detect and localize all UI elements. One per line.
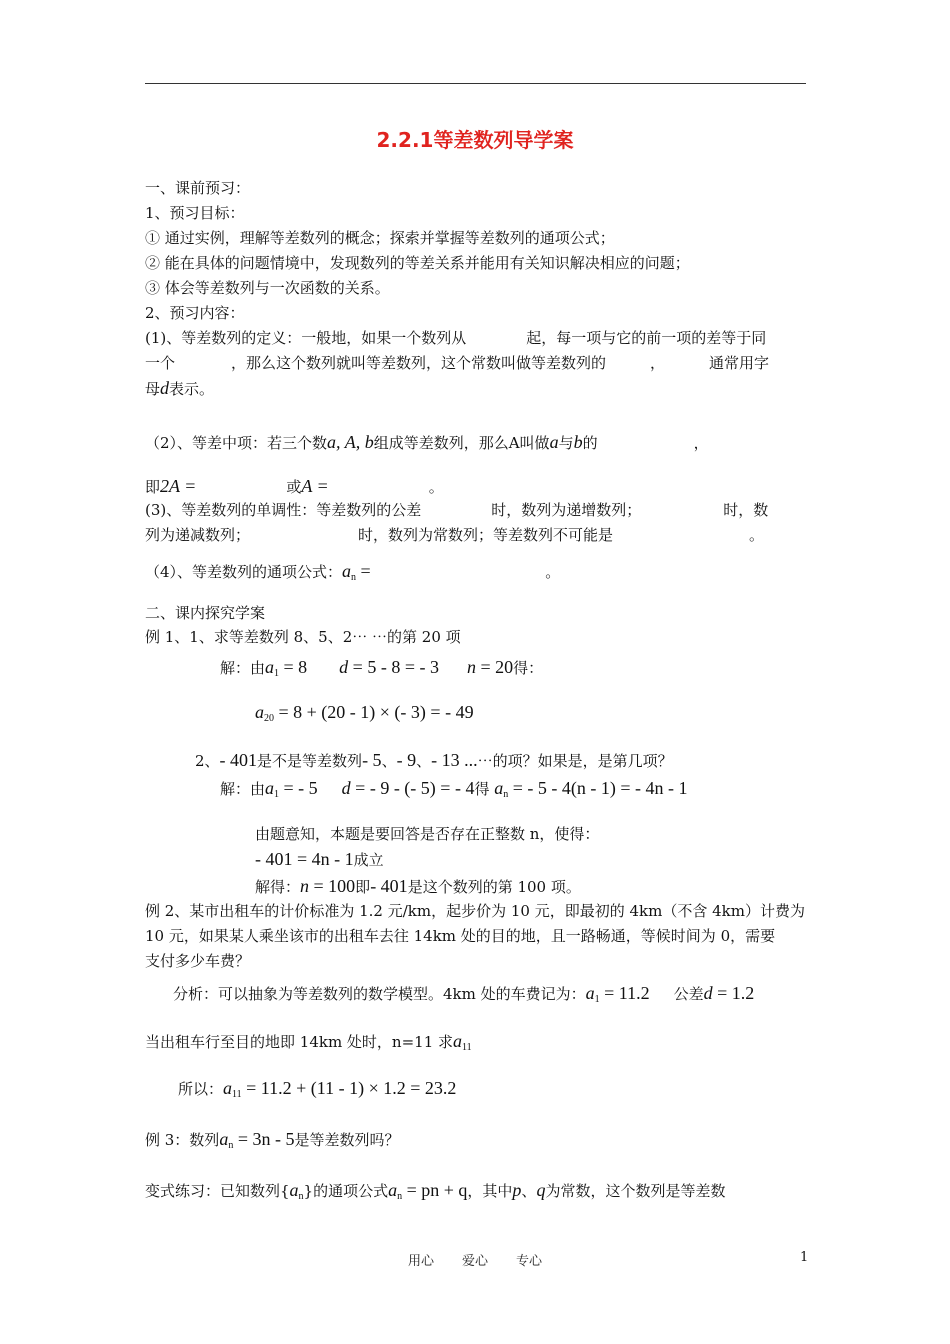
content-label: 2、预习内容： bbox=[145, 304, 245, 322]
monotonicity-line-1: (3)、等差数列的单调性：等差数列的公差 时，数列为递增数列； 时，数 bbox=[145, 501, 769, 519]
analysis-line: 分析：可以抽象为等差数列的数学模型。4km 处的车费记为：$a_1 = 11.2$ 公差d = 1.2 bbox=[173, 983, 755, 1005]
solution-2: 解：由$a_1$ = - 5 d = - 9 - (- 5) = - 4得 $a_n$ = - 5 - 4(n - 1) = - 4n - 1 bbox=[220, 778, 688, 800]
example-2-line-2: 10 元，如果某人乘坐该市的出租车去往 14km 处的目的地，且一路畅通，等候时间为 0，需要 bbox=[145, 927, 776, 945]
goal-1: ① 通过实例，理解等差数列的概念；探索并掌握等差数列的通项公式； bbox=[145, 229, 615, 247]
page-number: 1 bbox=[800, 1250, 809, 1265]
solution-2-answer: 解得：n = 100即- 401是这个数列的第 100 项。 bbox=[255, 876, 581, 896]
example-3: 例 3：数列$a_n = 3n - 5$是等差数列吗？ bbox=[145, 1129, 400, 1151]
analysis-line-2: 当出租车行至目的地即 14km 处时，n=11 求$a_{11}$ bbox=[145, 1031, 472, 1053]
example-1: 例 1、1、求等差数列 8、5、2⋯ ⋯的第 20 项 bbox=[145, 628, 461, 646]
equation-401: - 401 = 4n - 1成立 bbox=[255, 849, 384, 869]
variation-exercise: 变式练习：已知数列$\{a_n\}$的通项公式$a_n$ = pn + q，其中p、q为常数，这个数列是等差数 bbox=[145, 1180, 726, 1202]
arithmetic-mean-formula: 即2A = 或A = 。 bbox=[145, 476, 444, 496]
section-1-heading: 一、课前预习： bbox=[145, 179, 251, 197]
goal-2: ② 能在具体的问题情境中，发现数列的等差关系并能用有关知识解决相应的问题； bbox=[145, 254, 690, 272]
definition-line-1: (1)、等差数列的定义：一般地，如果一个数列从 起，每一项与它的前一项的差等于同 bbox=[145, 329, 767, 347]
question-2: 2、- 401是不是等差数列- 5、- 9、- 13 ...⋯的项？如果是，是第几项？ bbox=[195, 750, 673, 770]
section-2-heading: 二、课内探究学案 bbox=[145, 604, 266, 622]
general-term-line: （4）、等差数列的通项公式：$a_n$ = 。 bbox=[145, 561, 561, 583]
a20-formula: $a_{20} = 8 + (20 - 1)$ × (- 3) = - 49 bbox=[255, 702, 474, 724]
example-2-line-3: 支付多少车费？ bbox=[145, 952, 251, 970]
example-2-line-1: 例 2、某市出租车的计价标准为 1.2 元/km，起步价为 10 元，即最初的 4km（不含 4km）计费为 bbox=[145, 902, 805, 920]
arithmetic-mean-line: （2）、等差中项：若三个数a, A, b组成等差数列，那么A叫做a与b的 ， bbox=[145, 432, 709, 452]
goals-label: 1、预习目标： bbox=[145, 204, 245, 222]
a11-formula: 所以：$a_{11} = 11.2 + (11 - 1) \times 1.2 = 23.2$ bbox=[178, 1078, 457, 1100]
page-title: 2.2.1等差数列导学案 bbox=[376, 128, 574, 152]
definition-line-2: 一个 ，那么这个数列就叫等差数列，这个常数叫做等差数列的 ， 通常用字 bbox=[145, 354, 770, 372]
goal-3: ③ 体会等差数列与一次函数的关系。 bbox=[145, 279, 390, 297]
solution-2-explanation: 由题意知，本题是要回答是否存在正整数 n，使得： bbox=[255, 825, 600, 843]
footer: 用心 爱心 专心 bbox=[407, 1254, 543, 1269]
solution-1: 解：由$a_1 = 8$ d = 5 - 8 = - 3 n = 20得： bbox=[220, 657, 544, 679]
monotonicity-line-2: 列为递减数列； 时，数列为常数列；等差数列不可能是 。 bbox=[145, 526, 765, 544]
header-rule bbox=[145, 83, 806, 84]
definition-line-3: 母d表示。 bbox=[145, 378, 215, 398]
